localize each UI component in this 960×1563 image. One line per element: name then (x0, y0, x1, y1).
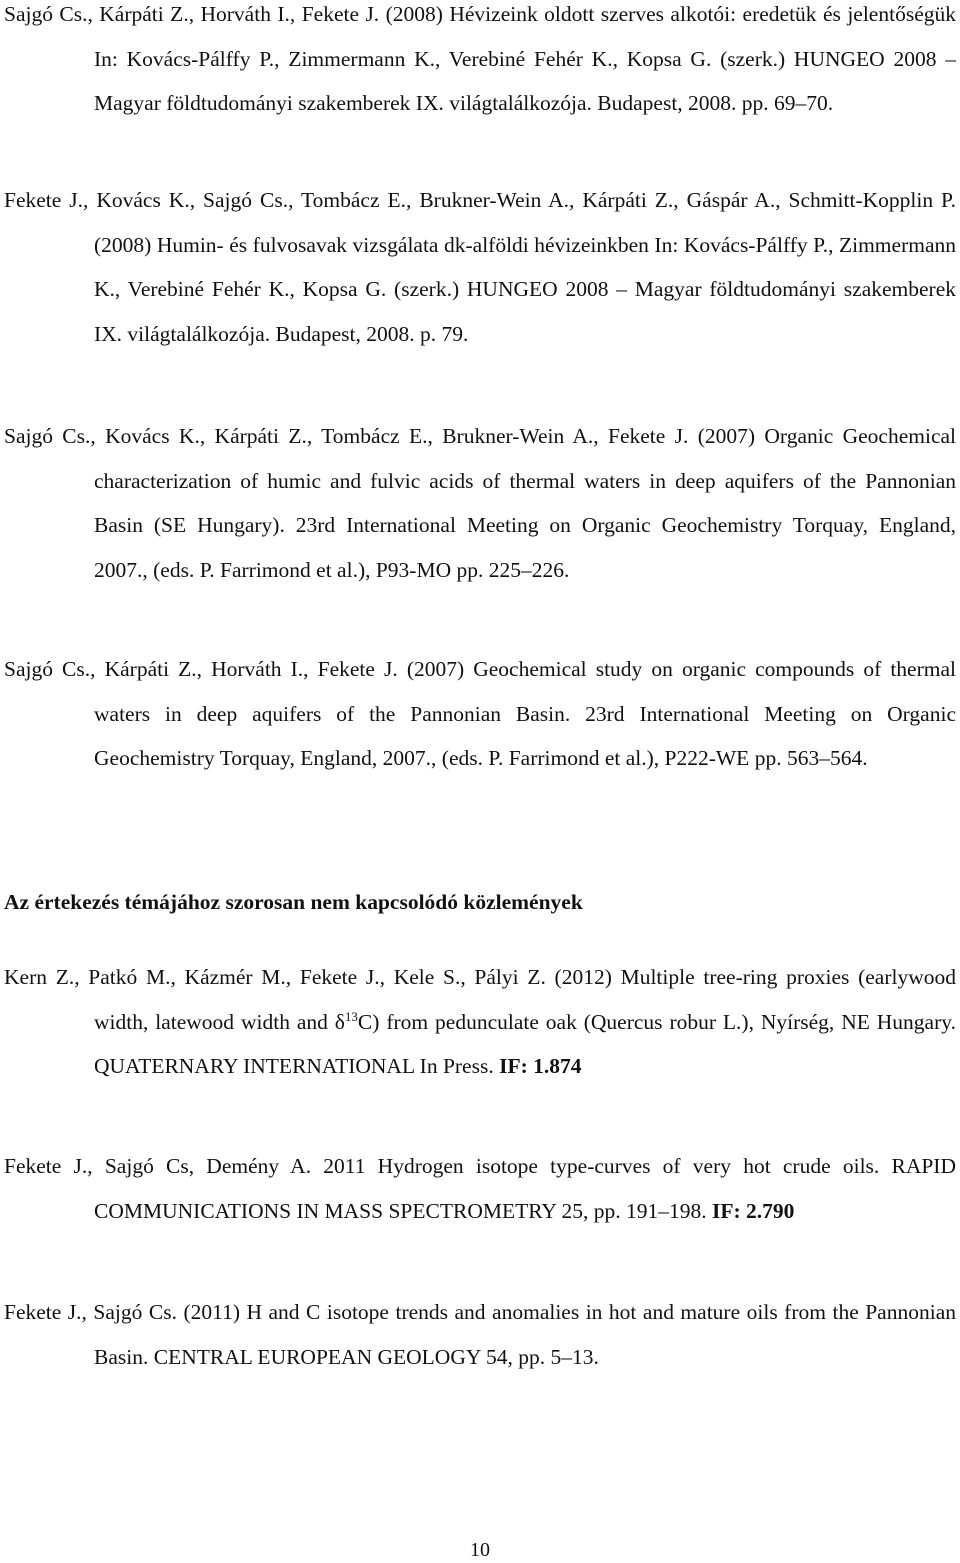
page-number: 10 (470, 1539, 490, 1561)
impact-factor: IF: 1.874 (499, 1054, 582, 1078)
reference-sajgo-2007-organic (4, 414, 956, 592)
reference-fekete-2008 (4, 178, 956, 356)
superscript: 13 (344, 1008, 358, 1024)
reference-kern-2012 (4, 955, 956, 1089)
reference-text: Sajgó Cs., Kárpáti Z., Horváth I., Fekete J. (2008) Hévizeink oldott szerves alkotói: eredetük és jelentőségük In: Kovács-Pálffy P., Zimmermann K., Verebiné Fehér K., Kopsa G. (szerk.) HUNGEO 2008 – Magyar földtudományi szakemberek IX. világtalálkozója. Budapest, 2008. pp. 69–70. (4, 2, 956, 115)
reference-text-part-1: Kern Z., Patkó M., Kázmér M., Fekete J., Kele S., Pályi Z. (2012) Multiple tree-ring proxies (earlywood width, latewood width and δ (4, 965, 956, 1034)
reference-text: Fekete J., Sajgó Cs. (2011) H and C isotope trends and anomalies in hot and mature oils from the Pannonian Basin. CENTRAL EUROPEAN GEOLOGY 54, pp. 5–13. (4, 1300, 956, 1369)
reference-text: Fekete J., Kovács K., Sajgó Cs., Tombácz E., Brukner-Wein A., Kárpáti Z., Gáspár A., Schmitt-Kopplin P. (2008) Humin- és fulvosavak vizsgálata dk-alföldi hévizeinkben In: Kovács-Pálffy P., Zimmermann K., Verebiné Fehér K., Kopsa G. (szerk.) HUNGEO 2008 – Magyar földtudományi szakemberek IX. világtalálkozója. Budapest, 2008. p. 79. (4, 188, 956, 346)
reference-sajgo-2007-geochemical (4, 647, 956, 781)
impact-factor: IF: 2.790 (712, 1198, 795, 1223)
reference-text: Sajgó Cs., Kovács K., Kárpáti Z., Tombácz E., Brukner-Wein A., Fekete J. (2007) Organic Geochemical characterization of humic and fulvic acids of thermal waters in deep aquifers of the Pannonian Basin (SE Hungary). 23rd International Meeting on Organic Geochemistry Torquay, England, 2007., (eds. P. Farrimond et al.), P93-MO pp. 225–226. (4, 424, 956, 582)
reference-text-part-2: C) from pedunculate oak (Quercus robur L.), Nyírség, NE Hungary. QUATERNARY INTERNATIONAL In Press. (94, 1009, 956, 1078)
reference-sajgo-2008 (4, 0, 956, 126)
section-heading-text: Az értekezés témájához szorosan nem kapcsolódó közlemények (4, 890, 583, 914)
reference-text: Sajgó Cs., Kárpáti Z., Horváth I., Fekete J. (2007) Geochemical study on organic compounds of thermal waters in deep aquifers of the Pannonian Basin. 23rd International Meeting on Organic Geochemistry Torquay, England, 2007., (eds. P. Farrimond et al.), P222-WE pp. 563–564. (4, 657, 956, 770)
section-heading (4, 884, 956, 920)
reference-fekete-2011-hydrogen (4, 1144, 956, 1233)
reference-text: Fekete J., Sajgó Cs, Demény A. 2011 Hydrogen isotope type-curves of very hot crude oils. RAPID COMMUNICATIONS IN MASS SPECTROMETRY 25, pp. 191–198. (4, 1154, 956, 1223)
reference-fekete-2011-isotope (4, 1290, 956, 1379)
